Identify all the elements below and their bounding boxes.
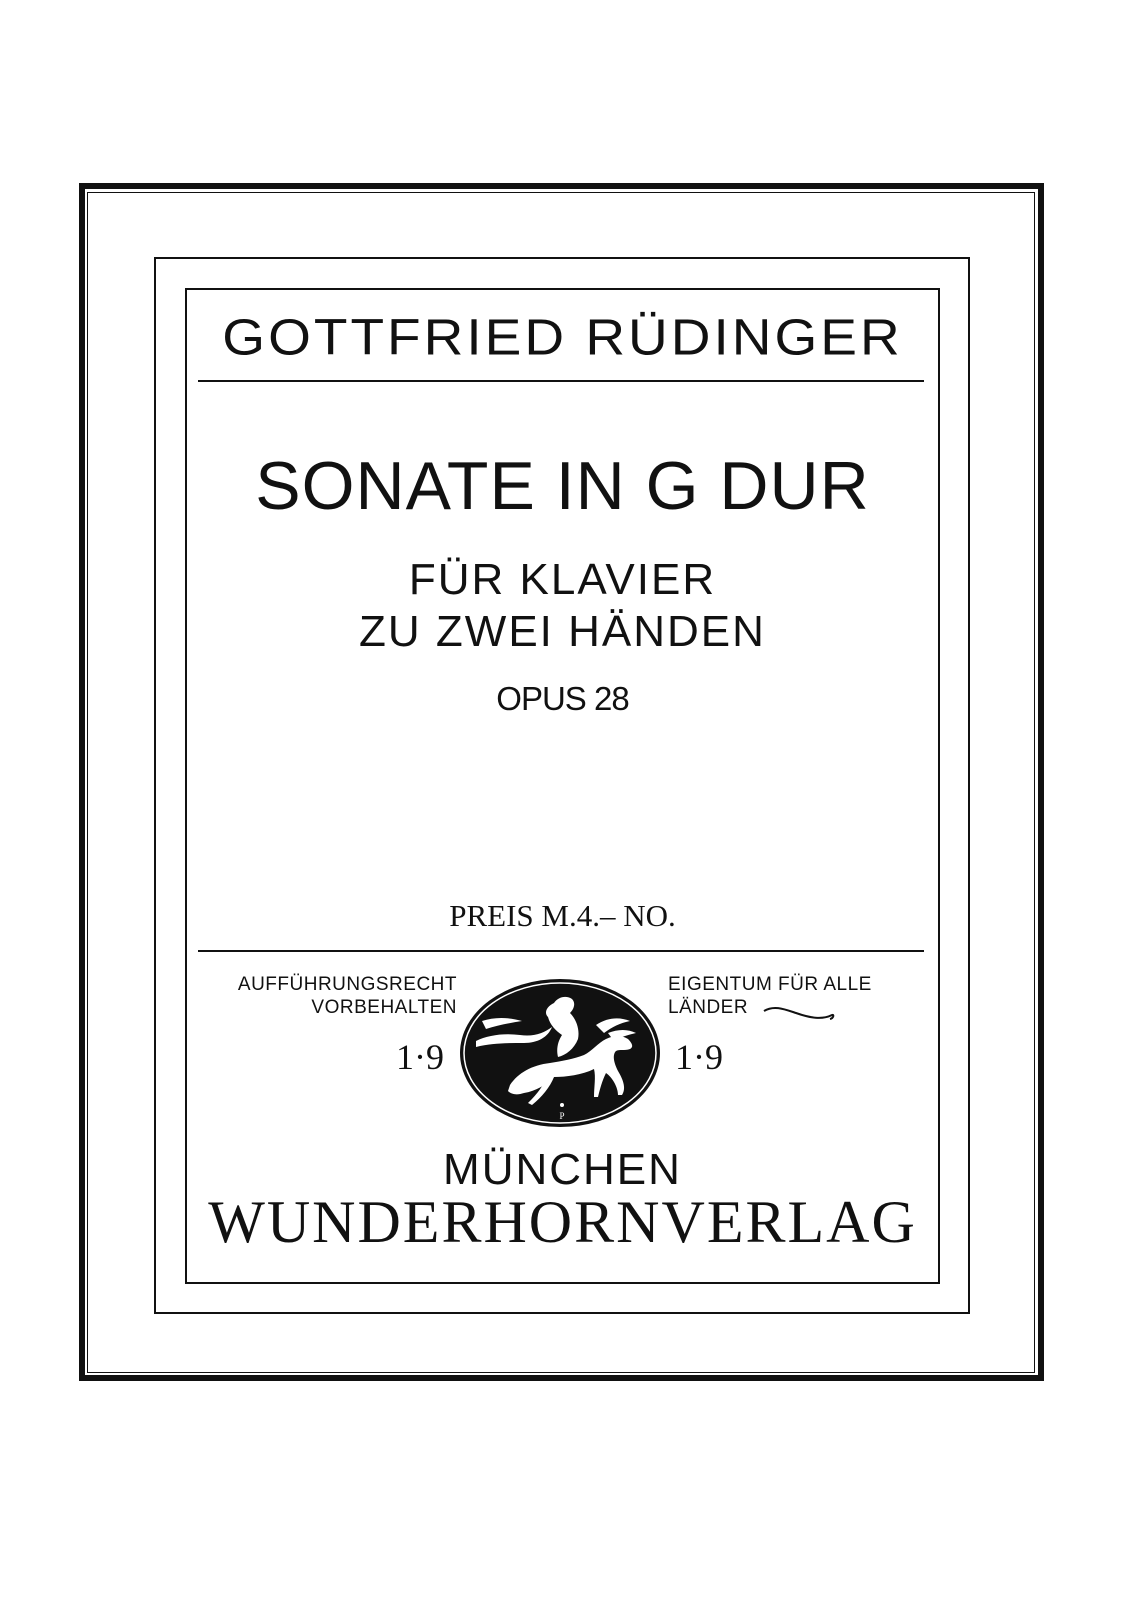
instrumentation-line-1: FÜR KLAVIER <box>408 555 717 604</box>
inner-border <box>185 288 940 1284</box>
price-line: PREIS M.4.– NO. <box>449 898 676 933</box>
swash-flourish-icon <box>762 1003 836 1025</box>
divider-bottom <box>198 950 924 952</box>
horse-rider-emblem-icon <box>458 977 662 1129</box>
performance-rights-line-1: AUFFÜHRUNGSRECHT <box>237 974 457 995</box>
logo-initial: P <box>559 1111 565 1121</box>
year-right: 1·9 <box>675 1037 723 1077</box>
publisher-city: MÜNCHEN <box>443 1145 682 1194</box>
opus-number: OPUS 28 <box>496 680 629 717</box>
composer-name: GOTTFRIED RÜDINGER <box>222 308 903 366</box>
year-left: 1·9 <box>396 1037 444 1077</box>
performance-rights-line-2: VORBEHALTEN <box>311 997 457 1018</box>
ownership-line-1: EIGENTUM FÜR ALLE <box>668 974 872 995</box>
publisher-name: WUNDERHORNVERLAG <box>208 1189 917 1255</box>
instrumentation-line-2: ZU ZWEI HÄNDEN <box>359 607 766 656</box>
ownership-line-2: LÄNDER <box>668 997 749 1018</box>
divider-top <box>198 380 924 382</box>
work-title: SONATE IN G DUR <box>255 448 870 524</box>
